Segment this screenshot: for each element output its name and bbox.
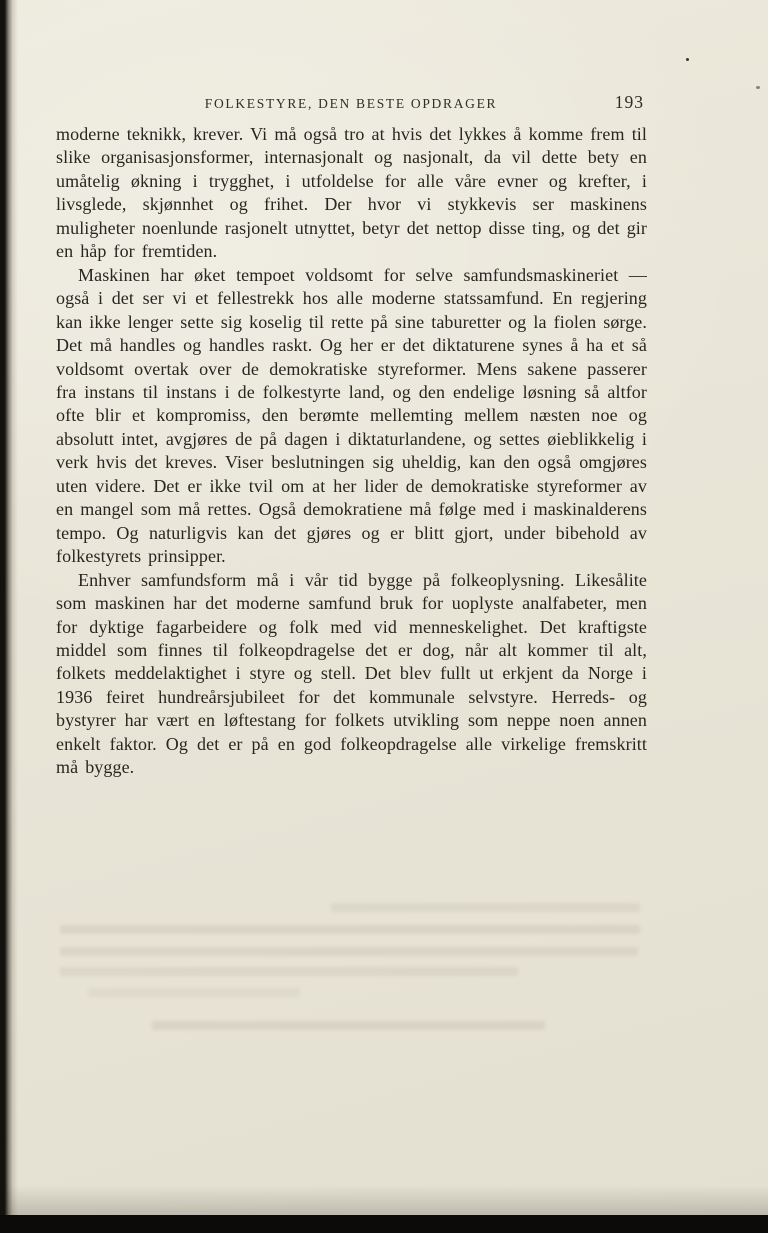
ink-speck xyxy=(686,58,689,61)
ghost-text-line xyxy=(60,967,518,976)
bottom-scan-shadow xyxy=(0,1185,768,1215)
ghost-text-line xyxy=(60,925,640,934)
ghost-text-line xyxy=(60,947,638,956)
paragraph: moderne teknikk, krever. Vi må også tro at hvis det lykkes å komme frem til slike organisasjonsformer, internasjonalt og nasjonalt, da vil dette bety en umåtelig økning i trygghet, i utfoldelse for alle våre evner og krefter, i livsglede, skjønnhet og frihet. Der hvor vi stykkevis ser maskinens muligheter noenlunde rasjonelt utnyttet, betyr det nettop disse ting, og det gir en håp for fremtiden. xyxy=(56,124,647,262)
running-title: FOLKESTYRE, DEN BESTE OPDRAGER xyxy=(204,96,498,111)
paragraph: Maskinen har øket tempoet voldsomt for selve samfundsmaskineriet — også i det ser vi et fellestrekk hos alle moderne statssamfund. En regjering kan ikke lenger sette sig koselig til rette på sine taburetter og la fiolen sørge. Det må handles og handles raskt. Og her er det diktaturene synes å ha et så voldsomt overtak over de demokratiske styreformer. Mens sakene passerer fra instans til instans i de folkestyrte land, og den endelige løsning så altfor ofte blir et kompromiss, den berømte mellemting mellem næsten noe og absolutt intet, avgjøres de på dagen i diktaturlandene, og settes øieblikkelig i verk hvis det kreves. Viser beslutningen sig uheldig, kan den også omgjøres uten videre. Det er ikke tvil om at her lider de demokratiske styreformer av en mangel som må rettes. Også demokratiene må følge med i maskinalderens tempo. Og naturligvis kan det gjøres og er blitt gjort, under bibehold av folkestyrets prinsipper. xyxy=(56,264,647,567)
ghost-text-line xyxy=(331,903,640,912)
ink-speck xyxy=(756,86,760,89)
binding-shadow xyxy=(0,0,18,1233)
bottom-scan-bar xyxy=(0,1215,768,1233)
paragraph: Enhver samfundsform må i vår tid bygge på folkeoplysning. Likesålite som maskinen har det moderne samfund bruk for uoplyste analfabeter, men for dyktige fagarbeidere og folk med vid menneskelighet. Det kraftigste middel som finnes til folkeopdragelse det er dog, når alt kommer til alt, folkets meddelaktighet i styre og stell. Det blev fullt ut erkjent da Norge i 1936 feiret hundreårsjubileet for det kommunale selvstyre. Herreds- og bystyrer har vært en løftestang for folkets utvikling som neppe noen annen enkelt faktor. Og det er på en god folkeopdragelse alle virkelige fremskritt må bygge. xyxy=(56,569,647,778)
ghost-text-line xyxy=(152,1021,545,1030)
ghost-text-line xyxy=(88,988,300,997)
page-body xyxy=(56,123,647,780)
page-number: 193 xyxy=(614,92,644,112)
page-header xyxy=(56,93,646,117)
